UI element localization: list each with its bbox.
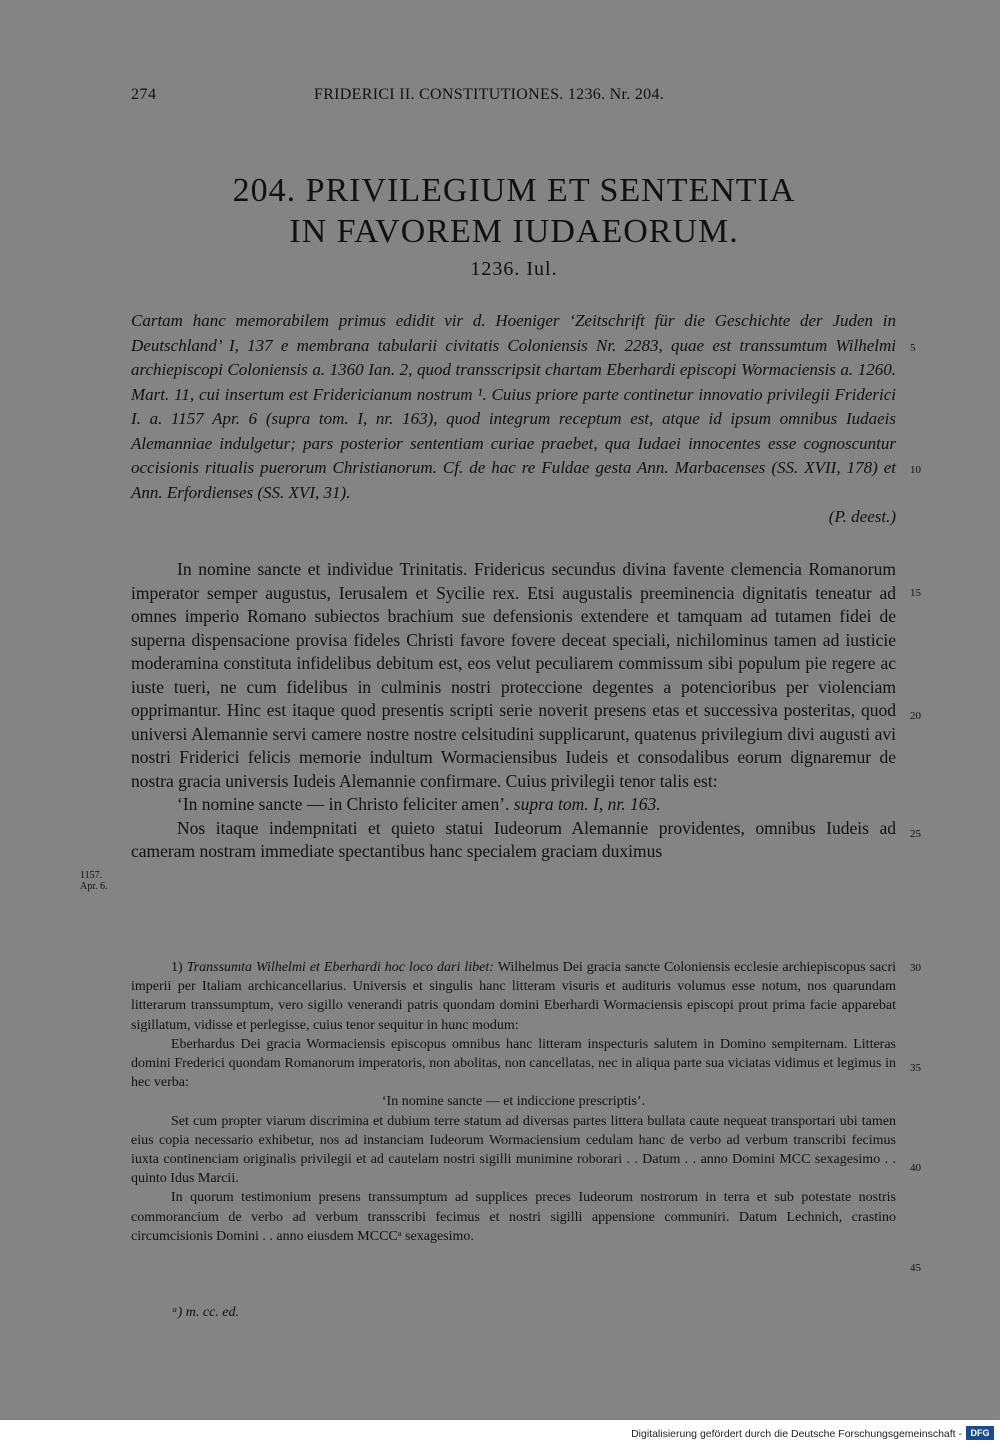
line-number: 20 bbox=[910, 710, 921, 722]
document-title-line-2: IN FAVOREM IUDAEORUM. bbox=[289, 213, 739, 250]
margin-date-day: Apr. 6. bbox=[80, 881, 108, 892]
line-number: 45 bbox=[910, 1262, 921, 1274]
line-number: 10 bbox=[910, 464, 921, 476]
cross-reference: supra tom. I, nr. 163. bbox=[513, 794, 661, 814]
footnote-intro: Transsumta Wilhelmi et Eberhardi hoc loco dari libet: bbox=[186, 960, 494, 975]
document-date: 1236. Iul. bbox=[470, 258, 558, 280]
document-title-line-1: 204. PRIVILEGIUM ET SENTENTIA bbox=[232, 172, 796, 209]
footnote-wilhelm-text: Wilhelmus Dei gracia sancte Coloniensis ecclesie archiepiscopus sacri imperii per Italiam archicancellarius. Universis et singulis hanc litteram visuris et audituris volumus esse notum, nos quarundam litterarum transsumptum, vero sigillo venerandi patris quondam domini Eberhardi Wormaciensis episcopi prout prima facie apparebat sigillatum, vidisse et perlegisse, cuius tenor sequitur in hunc modum: bbox=[131, 960, 897, 1033]
line-number: 15 bbox=[910, 587, 921, 599]
margin-date-year: 1157. bbox=[80, 870, 103, 881]
line-number: 5 bbox=[910, 342, 916, 354]
line-number: 30 bbox=[910, 962, 921, 974]
footnote-testimonium-text: In quorum testimonium presens transsumptum ad supplices preces Iudeorum nostrorum in terra et sub potestate nostris commorancium de verbo ad verbum transscribi fecimus et nostri sigilli appensione communiri. Datum Lechnich, crastino circumcisionis Domini . . anno eiusdem MCCCᵃ sexagesimo. bbox=[131, 1190, 896, 1244]
editorial-introduction bbox=[131, 309, 896, 530]
main-paragraph-3: Nos itaque indempnitati et quieto statui Iudeorum Alemannie providentes, omnibus Iudeis ad cameram nostram immediate spectantibus hanc specialem graciam duximus bbox=[131, 817, 896, 861]
intro-text: Cartam hanc memorabilem primus edidit vir d. Hoeniger ‘Zeitschrift für die Geschichte der Juden in Deutschland’ I, 137 e membrana tabularii civitatis Coloniensis Nr. 2283, quae est transsumtum Wilhelmi archiepiscopi Coloniensis a. 1360 Ian. 2, quod transscripsit chartam Eberhardi episcopi Wormaciensis a. 1260. Mart. 11, cui insertum est Fridericianum nostrum ¹. Cuius priore parte continetur innovatio privilegii Friderici I. a. 1157 Apr. 6 (supra tom. I, nr. 163), quod integrum receptum est, atque id ipsum omnibus Iudaeis Alemanniae indulgetur; pars posterior sententiam curiae praebet, qua Iudaei innocentes esse cognoscuntur occisionis ritualis puerorum Christianorum. Cf. de hac re Fuldae gesta Ann. Marbacenses (SS. XVII, 178) et Ann. Erfordienses (SS. XVI, 31). bbox=[131, 311, 896, 502]
running-title: FRIDERICI II. CONSTITUTIONES. 1236. Nr. 204. bbox=[314, 86, 665, 103]
funding-credit: Digitalisierung gefördert durch die Deutsche Forschungsgemeinschaft - bbox=[631, 1428, 962, 1440]
main-text bbox=[131, 558, 896, 864]
footnote-eberhard-text: Eberhardus Dei gracia Wormaciensis episcopus omnibus hanc litteram inspecturis salutem in Domino sempiternam. Litteras domini Frederici quondam Romanorum imperatoris, non abolitas, non cancellatas, nec in aliqua parte sua viciatas vidimus et legimus in hec verba: bbox=[131, 1036, 896, 1091]
dfg-logo: DFG bbox=[966, 1426, 994, 1440]
footnote-label: 1) bbox=[171, 960, 183, 975]
main-paragraph-2 bbox=[131, 793, 896, 817]
page-number: 274 bbox=[131, 86, 157, 103]
footnote-set-cum-text: Set cum propter viarum discrimina et dubium terre statum ad diversas partes littera bullata caute nequeat transportari ubi tamen eius copia necessario exhibetur, nos ad instanciam Iudeorum Wormaciensium cedulam hanc de verbo ad verbum transcribi fecimus iuxta continenciam originalis privilegii et ad cautelam nostri sigilli munimine roborari . . Datum . . anno Domini MCC sexagesimo . . quinto Idus Marcii. bbox=[131, 1113, 896, 1187]
quoted-incipit: ‘In nomine sancte — in Christo feliciter amen’. bbox=[177, 794, 510, 814]
line-number: 35 bbox=[910, 1062, 921, 1074]
main-paragraph-1: In nomine sancte et individue Trinitatis. Fridericus secundus divina favente clemencia Romanorum imperator semper augustus, Ierusalem et Sycilie rex. Etsi augustalis preeminencia dignitatis teneatur ad omnes imperio Romano subiectos brachium sue defensionis extendere et tamquam ad tutamen fidei de superna dispensacione provisa fideles Christi favore fovere deceat speciali, nichilominus tamen ad iusticie moderamina constituta infidelibus debitum est, eos velut peculiarem commissum sibi populum pie regere ac iuste tueri, ne cum fidelibus in culminis nostri proteccione degentes a potencioribus per violenciam opprimantur. Hinc est itaque quod presentis scripti serie noverit presens etas et successiva posteritas, quod universi Alemannie servi camere nostre nostre celsitudini supplicarunt, quatenus privilegium divi augusti avi nostri Friderici felicis memorie indultum Wormaciensibus Iudeis et consodalibus eorum dignaremur de nostra gracia universis Iudeis Alemannie confirmare. Cuius privilegii tenor talis est: bbox=[131, 559, 896, 791]
line-number: 25 bbox=[910, 828, 921, 840]
line-number: 40 bbox=[910, 1162, 921, 1174]
footnote-incipit: ‘In nomine sancte — et indiccione prescriptis’. bbox=[381, 1094, 646, 1110]
footnote-1 bbox=[131, 958, 896, 1035]
footnotes bbox=[131, 958, 896, 1246]
intro-source-note: (P. deest.) bbox=[828, 507, 896, 526]
textual-apparatus-note: ᵃ) m. cc. ed. bbox=[172, 1305, 239, 1320]
margin-date-note bbox=[80, 870, 108, 892]
